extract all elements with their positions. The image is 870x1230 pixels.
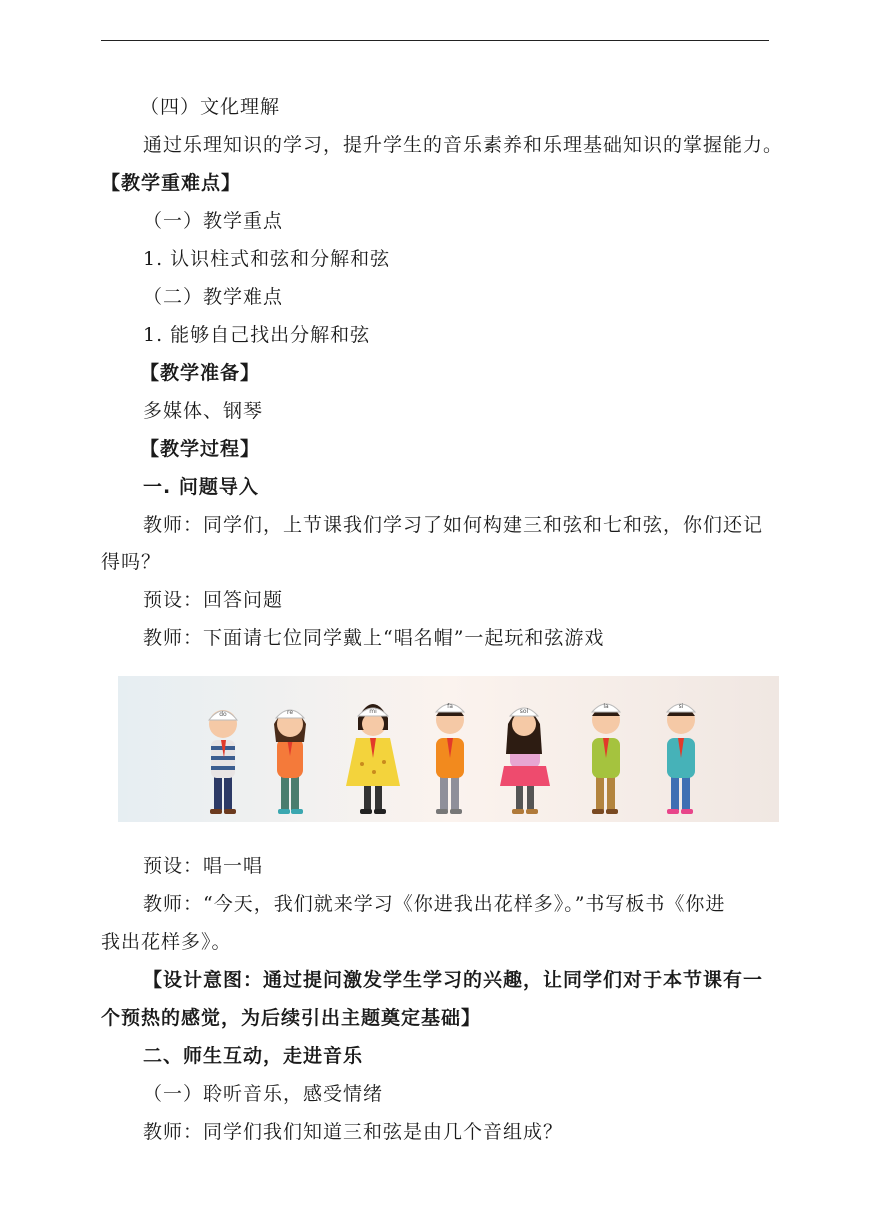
heading-interaction: 二、师生互动，走进音乐	[143, 1045, 364, 1067]
paragraph-text: 得吗？	[101, 551, 162, 573]
design-intent-text: 【设计意图：通过提问激发学生学习的兴趣，让同学们对于本节课有一	[143, 969, 764, 991]
hat-label: do	[219, 711, 227, 718]
subheading-listen: （一）聆听音乐，感受情绪	[143, 1083, 384, 1105]
children-illustration	[118, 676, 779, 822]
hat-label: re	[286, 709, 294, 716]
list-item-difficulty: 1. 能够自己找出分解和弦	[143, 324, 371, 346]
heading-key-points: 【教学重难点】	[101, 172, 242, 194]
paragraph-text: 教师：“今天，我们就来学习《你进我出花样多》。”书写板书《你进	[143, 893, 726, 915]
hat-label: sol	[519, 708, 529, 715]
paragraph-text: 我出花样多》。	[101, 931, 232, 953]
paragraph-text: 预设：回答问题	[143, 589, 284, 611]
hat-label: mi	[369, 708, 377, 715]
heading-intro: 一. 问题导入	[143, 476, 259, 498]
hat-label: si	[678, 703, 684, 710]
hat-label: fa	[447, 703, 453, 710]
heading-process: 【教学过程】	[140, 438, 261, 460]
paragraph-text: 教师：同学们，上节课我们学习了如何构建三和弦和七和弦，你们还记	[143, 514, 764, 536]
list-item-focus: 1. 认识柱式和弦和分解和弦	[143, 248, 391, 270]
heading-preparation: 【教学准备】	[140, 362, 261, 384]
paragraph-text: 预设：唱一唱	[143, 855, 264, 877]
subheading-difficulty: （二）教学难点	[143, 286, 284, 308]
paragraph-text: 通过乐理知识的学习，提升学生的音乐素养和乐理基础知识的掌握能力。	[143, 134, 784, 156]
header-rule	[101, 40, 769, 41]
paragraph-text: 教师：下面请七位同学戴上“唱名帽”一起玩和弦游戏	[143, 627, 605, 649]
design-intent-text: 个预热的感觉，为后续引出主题奠定基础】	[101, 1007, 482, 1029]
preparation-text: 多媒体、钢琴	[143, 400, 264, 422]
hat-label: la	[603, 703, 609, 710]
paragraph-text: 教师：同学们我们知道三和弦是由几个音组成？	[143, 1121, 564, 1143]
section-heading-culture: （四）文化理解	[140, 96, 281, 118]
subheading-focus: （一）教学重点	[143, 210, 284, 232]
